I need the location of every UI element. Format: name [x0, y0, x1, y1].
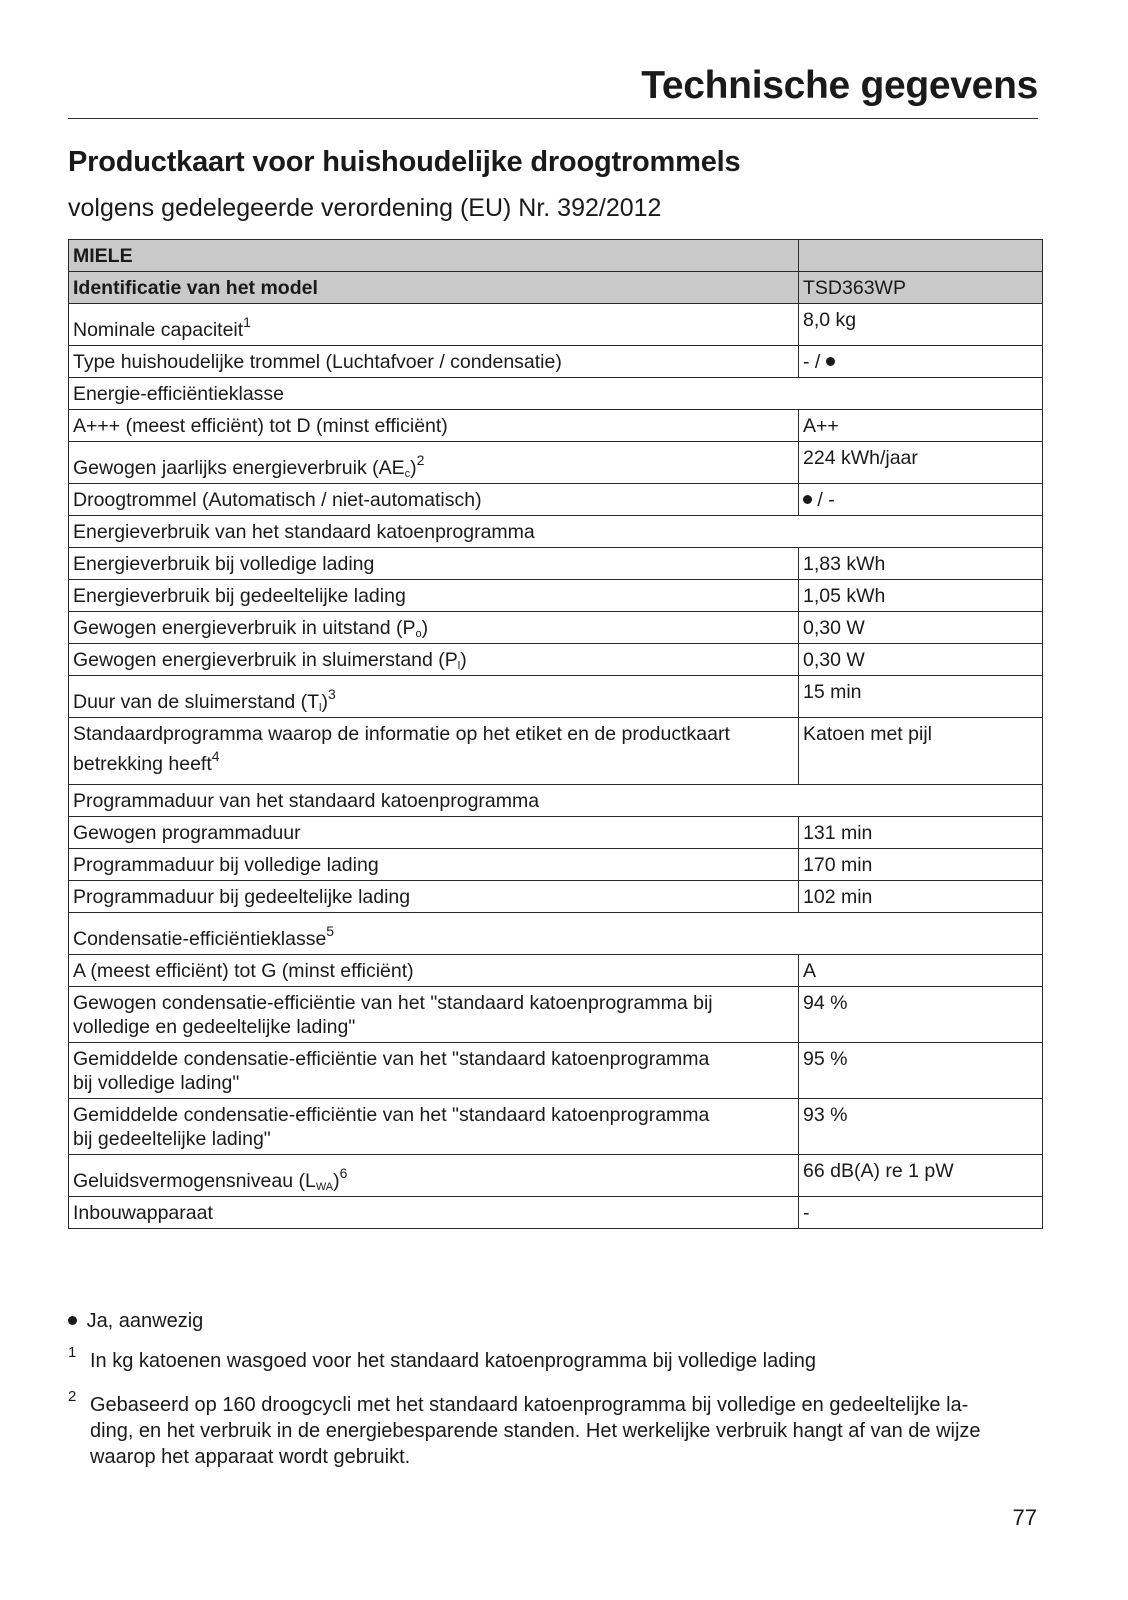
table-row-model	[69, 272, 1043, 304]
capacity-value: 8,0 kg	[799, 304, 1043, 346]
energy-full-value: 1,83 kWh	[799, 548, 1043, 580]
table-row	[69, 955, 1043, 987]
table-row	[69, 580, 1043, 612]
avg-condensation-partial-label: Gemiddelde condensatie-efficiëntie van het "standaard katoenprogramma bij gedeeltelijke lading"	[69, 1099, 799, 1155]
table-row	[69, 849, 1043, 881]
model-label: Identificatie van het model	[69, 272, 799, 304]
header-divider	[68, 118, 1038, 119]
type-label: Type huishoudelijke trommel (Luchtafvoer / condensatie)	[69, 346, 799, 378]
left-on-label: Gewogen energieverbruik in sluimerstand $(P_l)$	[69, 644, 799, 676]
off-mode-value: 0,30 W	[799, 612, 1043, 644]
table-row	[69, 516, 1043, 548]
filled-dot-icon	[68, 1316, 77, 1325]
footnote-2	[68, 1388, 1043, 1470]
avg-condensation-full-label: Gemiddelde condensatie-efficiëntie van het "standaard katoenprogramma bij volledige lading"	[69, 1043, 799, 1099]
std-program-value: Katoen met pijl	[799, 718, 1043, 785]
page-number: 77	[1012, 1505, 1037, 1530]
table-row	[69, 676, 1043, 718]
table-row	[69, 718, 1043, 785]
table-row	[69, 913, 1043, 955]
energy-partial-label: Energieverbruik bij gedeeltelijke lading	[69, 580, 799, 612]
table-row	[69, 410, 1043, 442]
table-row	[69, 346, 1043, 378]
table-row-brand	[69, 240, 1043, 272]
table-row	[69, 442, 1043, 484]
built-in-value: -	[799, 1197, 1043, 1229]
off-mode-label: Gewogen energieverbruik in uitstand $(P_o)$	[69, 612, 799, 644]
energy-std-section: Energieverbruik van het standaard katoenprogramma	[69, 516, 1043, 548]
avg-condensation-partial-value: 93 %	[799, 1099, 1043, 1155]
bullet-legend-text: Ja, aanwezig	[86, 1310, 204, 1332]
table-row	[69, 1043, 1043, 1099]
automatic-label: Droogtrommel (Automatisch / niet-automatisch)	[69, 484, 799, 516]
section-title: Technische gegevens	[641, 64, 1038, 107]
weighted-condensation-value: 94 %	[799, 987, 1043, 1043]
table-row	[69, 304, 1043, 346]
capacity-label: Nominale capaciteit$^1$	[69, 304, 799, 346]
product-fiche-table	[68, 239, 1043, 1229]
automatic-value: / -	[799, 484, 1043, 516]
table-row	[69, 987, 1043, 1043]
noise-value: 66 dB(A) re 1 pW	[799, 1155, 1043, 1197]
footnote-1	[68, 1344, 1043, 1374]
document-subtitle: volgens gedelegeerde verordening (EU) Nr. 392/2012	[68, 194, 662, 222]
duration-partial-label: Programmaduur bij gedeeltelijke lading	[69, 881, 799, 913]
footnote-number: 2	[68, 1388, 77, 1405]
duration-full-value: 170 min	[799, 849, 1043, 881]
energy-class-section: Energie-efficiëntieklasse	[69, 378, 1043, 410]
filled-dot-icon	[803, 495, 812, 504]
table-row	[69, 1155, 1043, 1197]
document-title: Productkaart voor huishoudelijke droogtrommels	[68, 146, 741, 178]
brand-value	[799, 240, 1043, 272]
energy-class-label: A+++ (meest efficiënt) tot D (minst efficiënt)	[69, 410, 799, 442]
table-row	[69, 644, 1043, 676]
annual-energy-label: Gewogen jaarlijks energieverbruik $(AE_c)^2$	[69, 442, 799, 484]
energy-full-label: Energieverbruik bij volledige lading	[69, 548, 799, 580]
table-row	[69, 1099, 1043, 1155]
weighted-condensation-label: Gewogen condensatie-efficiëntie van het "standaard katoenprogramma bij volledige en gedeeltelijke lading"	[69, 987, 799, 1043]
std-program-label: Standaardprogramma waarop de informatie op het etiket en de productkaart betrekking heeft$^4$	[69, 718, 799, 785]
footnote-number: 1	[68, 1344, 77, 1361]
model-value: TSD363WP	[799, 272, 1043, 304]
noise-label: Geluidsvermogensniveau $(L_{WA})^6$	[69, 1155, 799, 1197]
duration-partial-value: 102 min	[799, 881, 1043, 913]
energy-class-value: A++	[799, 410, 1043, 442]
left-on-duration-label: Duur van de sluimerstand $(T_l)^3$	[69, 676, 799, 718]
weighted-duration-value: 131 min	[799, 817, 1043, 849]
table-row	[69, 881, 1043, 913]
brand-label: MIELE	[69, 240, 799, 272]
left-on-duration-value: 15 min	[799, 676, 1043, 718]
condensation-class-section: Condensatie-efficiëntieklasse$^5$	[69, 913, 1043, 955]
footnote-text: Gebaseerd op 160 droogcycli met het standaard katoenprogramma bij volledige en gedeeltelijke la- ding, en het verbruik in de energiebesparende standen. Het werkelijke verbruik hangt af van de wijze waarop het apparaat wordt gebruikt.	[90, 1394, 981, 1468]
energy-partial-value: 1,05 kWh	[799, 580, 1043, 612]
avg-condensation-full-value: 95 %	[799, 1043, 1043, 1099]
table-row	[69, 548, 1043, 580]
duration-section: Programmaduur van het standaard katoenprogramma	[69, 785, 1043, 817]
weighted-duration-label: Gewogen programmaduur	[69, 817, 799, 849]
type-value: - /	[799, 346, 1043, 378]
table-row	[69, 484, 1043, 516]
table-row	[69, 1197, 1043, 1229]
annual-energy-value: 224 kWh/jaar	[799, 442, 1043, 484]
footnote-text: In kg katoenen wasgoed voor het standaard katoenprogramma bij volledige lading	[90, 1350, 817, 1372]
condensation-scale-label: A (meest efficiënt) tot G (minst efficiënt)	[69, 955, 799, 987]
footnote-bullet-legend	[68, 1308, 203, 1334]
table-row	[69, 785, 1043, 817]
left-on-value: 0,30 W	[799, 644, 1043, 676]
table-row	[69, 817, 1043, 849]
table-row	[69, 612, 1043, 644]
built-in-label: Inbouwapparaat	[69, 1197, 799, 1229]
duration-full-label: Programmaduur bij volledige lading	[69, 849, 799, 881]
condensation-scale-value: A	[799, 955, 1043, 987]
table-row	[69, 378, 1043, 410]
filled-dot-icon	[826, 357, 835, 366]
